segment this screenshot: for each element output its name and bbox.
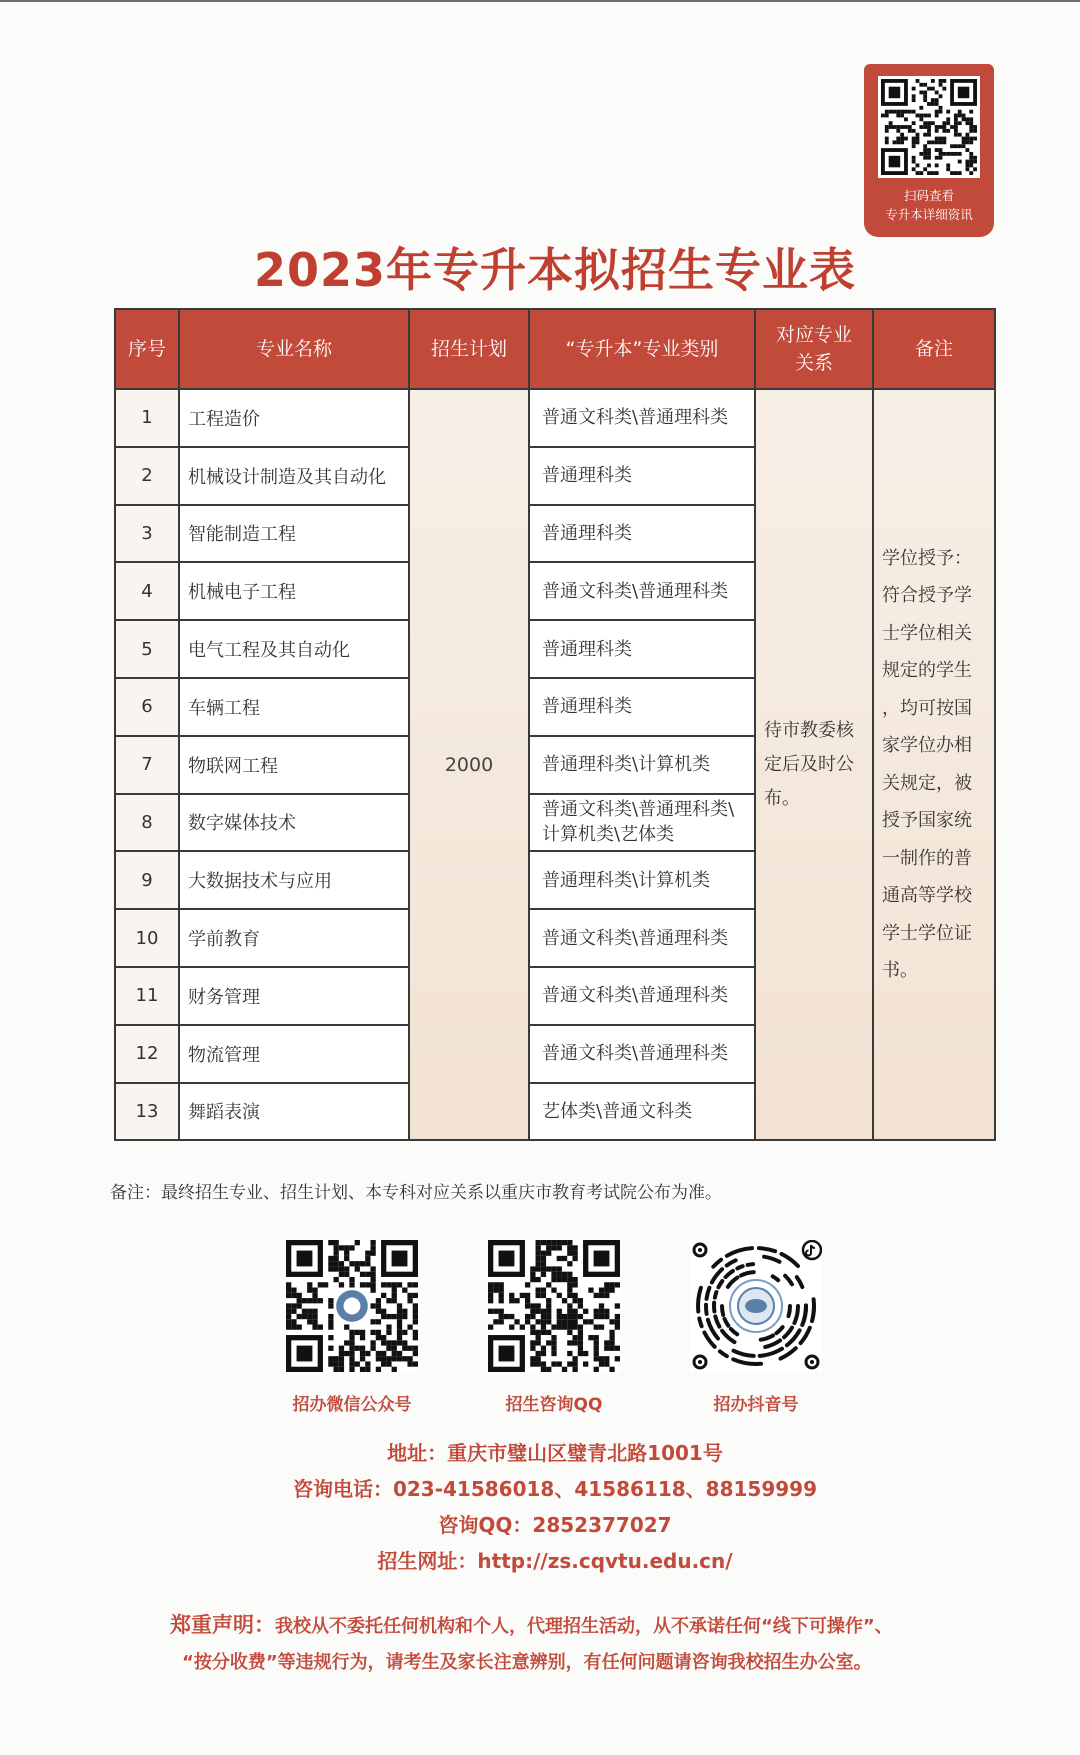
row-idx: 8	[115, 794, 179, 852]
relation-line: 待市教委核	[764, 719, 854, 741]
row-category: 普通文科类\普通理科类	[529, 909, 755, 967]
row-idx: 3	[115, 505, 179, 563]
header-name: 专业名称	[179, 309, 409, 389]
row-idx: 1	[115, 389, 179, 447]
header-plan: 招生计划	[409, 309, 529, 389]
qq-qr-icon[interactable]	[488, 1240, 620, 1372]
row-category-line2: 计算机类\艺体类	[542, 824, 675, 846]
plan-total: 2000	[409, 389, 529, 1140]
row-major-name: 机械电子工程	[179, 562, 409, 620]
qr-badge-caption-line2: 专升本详细资讯	[885, 207, 973, 222]
row-idx: 2	[115, 447, 179, 505]
row-major-name: 智能制造工程	[179, 505, 409, 563]
relation-line: 布。	[764, 787, 800, 809]
header-relation	[755, 309, 873, 389]
majors-table	[114, 308, 996, 1141]
relation-cell	[755, 389, 873, 1140]
row-idx: 7	[115, 736, 179, 794]
row-major-name: 财务管理	[179, 967, 409, 1025]
header-relation-line1: 对应专业	[775, 324, 852, 346]
notice-text1: 我校从不委托任何机构和个人，代理招生活动，从不承诺任何“线下可操作”、	[275, 1616, 893, 1637]
row-category: 普通理科类	[529, 447, 755, 505]
contact-qq: 咨询QQ：2852377027	[438, 1513, 672, 1537]
contact-address: 地址：重庆市璧山区璧青北路1001号	[387, 1441, 723, 1465]
row-idx: 5	[115, 620, 179, 678]
row-category: 艺体类\普通文科类	[529, 1083, 755, 1141]
notice-lead: 郑重声明：	[170, 1613, 275, 1637]
row-category-line1: 普通文科类\普通理科类\	[542, 799, 735, 821]
page-title: 2023年专升本拟招生专业表	[253, 243, 857, 297]
remark-line: 通高等学校	[882, 885, 972, 907]
row-category: 普通文科类\普通理科类	[529, 562, 755, 620]
row-major-name: 物流管理	[179, 1025, 409, 1083]
douyin-qr-item[interactable]	[676, 1240, 836, 1415]
row-category: 普通理科类	[529, 505, 755, 563]
notice	[170, 1607, 970, 1681]
table-row	[115, 389, 995, 447]
row-category: 普通理科类	[529, 678, 755, 736]
remark-line: 授予国家统	[882, 810, 972, 832]
qr-badge-caption	[864, 186, 994, 224]
row-major-name: 电气工程及其自动化	[179, 620, 409, 678]
remark-cell	[873, 389, 995, 1140]
wechat-qr-label: 招办微信公众号	[292, 1395, 412, 1415]
notice-line1	[170, 1607, 970, 1645]
row-idx: 12	[115, 1025, 179, 1083]
notice-line2: “按分收费”等违规行为，请考生及家长注意辨别，有任何问题请咨询我校招生办公室。	[182, 1652, 872, 1673]
remark-line: 士学位相关	[882, 622, 972, 644]
qr-badge	[864, 64, 994, 237]
row-idx: 11	[115, 967, 179, 1025]
row-category: 普通理科类\计算机类	[529, 851, 755, 909]
contact-phone: 咨询电话：023-41586018、41586118、88159999	[292, 1477, 818, 1501]
contact-website[interactable]: 招生网址：http://zs.cqvtu.edu.cn/	[377, 1549, 733, 1573]
row-major-name: 机械设计制造及其自动化	[179, 447, 409, 505]
row-major-name: 工程造价	[179, 389, 409, 447]
remark-line: ，均可按国	[882, 697, 972, 719]
relation-line: 定后及时公	[764, 753, 854, 775]
table-header-row	[115, 309, 995, 389]
remark-line: 学位授予：	[882, 547, 972, 569]
remark-line: 书。	[882, 960, 918, 982]
qr-code-icon[interactable]	[878, 76, 980, 178]
row-category	[529, 794, 755, 852]
row-major-name: 数字媒体技术	[179, 794, 409, 852]
qq-qr-item[interactable]	[474, 1240, 634, 1415]
contact-info	[0, 1435, 1080, 1579]
remark-line: 符合授予学	[882, 585, 972, 607]
footnote: 备注：最终招生专业、招生计划、本专科对应关系以重庆市教育考试院公布为准。	[110, 1183, 722, 1203]
row-idx: 10	[115, 909, 179, 967]
header-remark: 备注	[873, 309, 995, 389]
row-idx: 4	[115, 562, 179, 620]
wechat-qr-icon[interactable]	[286, 1240, 418, 1372]
qr-badge-caption-line1: 扫码查看	[903, 188, 954, 203]
row-major-name: 舞蹈表演	[179, 1083, 409, 1141]
header-relation-line2: 关系	[794, 352, 833, 374]
remark-line: 关规定，被	[882, 772, 972, 794]
row-major-name: 学前教育	[179, 909, 409, 967]
row-category: 普通理科类	[529, 620, 755, 678]
row-idx: 13	[115, 1083, 179, 1141]
row-category: 普通文科类\普通理科类	[529, 967, 755, 1025]
remark-line: 规定的学生	[882, 660, 972, 682]
row-category: 普通理科类\计算机类	[529, 736, 755, 794]
douyin-qr-icon[interactable]	[690, 1240, 822, 1372]
remark-line: 一制作的普	[882, 847, 972, 869]
row-idx: 9	[115, 851, 179, 909]
douyin-qr-label: 招办抖音号	[713, 1395, 799, 1415]
row-major-name: 车辆工程	[179, 678, 409, 736]
remark-line: 学士学位证	[882, 922, 972, 944]
row-idx: 6	[115, 678, 179, 736]
qq-qr-label: 招生咨询QQ	[505, 1395, 603, 1415]
header-idx: 序号	[115, 309, 179, 389]
row-category: 普通文科类\普通理科类	[529, 1025, 755, 1083]
header-category: “专升本”专业类别	[529, 309, 755, 389]
row-category: 普通文科类\普通理科类	[529, 389, 755, 447]
row-major-name: 大数据技术与应用	[179, 851, 409, 909]
row-major-name: 物联网工程	[179, 736, 409, 794]
wechat-qr-item[interactable]	[272, 1240, 432, 1415]
remark-line: 家学位办相	[882, 735, 972, 757]
